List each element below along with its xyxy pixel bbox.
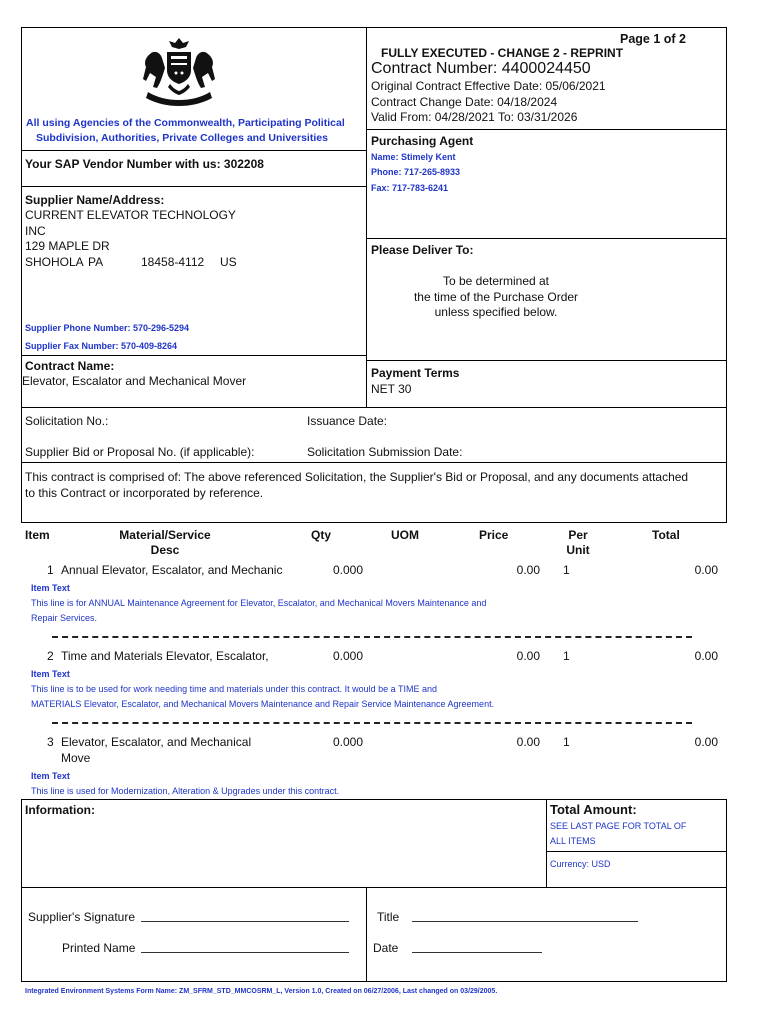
agencies-line-1: All using Agencies of the Commonwealth, Participating Political <box>26 117 345 129</box>
page-number: Page 1 of 2 <box>620 32 686 46</box>
deliver-line-2: the time of the Purchase Order <box>413 290 579 304</box>
supplier-bid-no: Supplier Bid or Proposal No. (if applicable): <box>25 445 255 459</box>
row-3-total: 0.00 <box>694 735 718 749</box>
date-line[interactable] <box>412 952 542 953</box>
rule-left-2 <box>21 186 366 187</box>
row-separator-2 <box>52 722 692 724</box>
rule-signature-top <box>21 887 727 888</box>
comprised-line-1: This contract is comprised of: The above referenced Solicitation, the Supplier's Bid or Proposal, and any documents attached <box>25 470 689 484</box>
col-per-1: Per <box>568 528 588 542</box>
frame-signature-divider <box>366 887 367 982</box>
row-1-price: 0.00 <box>516 563 540 577</box>
row-1-desc: Annual Elevator, Escalator, and Mechanic <box>61 563 283 577</box>
frame-bottom <box>21 981 727 982</box>
title-line[interactable] <box>412 921 638 922</box>
rule-left-1 <box>21 150 366 151</box>
row-2-per: 1 <box>563 649 570 663</box>
rule-left-3 <box>21 355 366 356</box>
valid-dates: Valid From: 04/28/2021 To: 03/31/2026 <box>371 110 578 124</box>
row-2-desc: Time and Materials Elevator, Escalator, <box>61 649 269 663</box>
frame-right-lower <box>726 799 727 982</box>
currency: Currency: USD <box>550 859 611 869</box>
col-material-1: Material/Service <box>119 528 211 542</box>
supplier-city: SHOHOLA <box>25 255 84 269</box>
row-2-qty: 0.000 <box>333 649 364 663</box>
col-price: Price <box>479 528 509 542</box>
col-per-2: Unit <box>566 543 590 557</box>
supplier-state: PA <box>88 255 104 269</box>
frame-totals-divider <box>546 799 547 887</box>
frame-top <box>21 27 727 28</box>
rule-right-2 <box>366 238 726 239</box>
row-separator-1 <box>52 636 692 638</box>
row-2-total: 0.00 <box>694 649 718 663</box>
total-note-2: ALL ITEMS <box>550 836 596 846</box>
row-3-desc-2: Move <box>61 751 91 765</box>
printed-name-label: Printed Name <box>62 941 136 955</box>
purchasing-agent-title: Purchasing Agent <box>371 134 474 148</box>
col-uom: UOM <box>391 528 419 542</box>
row-1-text-1: This line is for ANNUAL Maintenance Agreement for Elevator, Escalator, and Mechanical Movers Maintenance and <box>31 598 487 608</box>
supplier-country: US <box>220 255 237 269</box>
col-total: Total <box>652 528 680 542</box>
contract-name: Elevator, Escalator and Mechanical Mover <box>22 374 247 388</box>
frame-left-upper <box>21 27 22 523</box>
frame-mid-upper <box>366 27 367 407</box>
agent-name: Name: Stimely Kent <box>371 152 456 162</box>
row-1-item-text-label: Item Text <box>31 583 70 593</box>
rule-info-top <box>21 799 727 800</box>
supplier-signature-label: Supplier's Signature <box>28 910 136 924</box>
row-3-per: 1 <box>563 735 570 749</box>
row-2-text-1: This line is to be used for work needing time and materials under this contract. It would be a TIME and <box>31 684 438 694</box>
agencies-line-2: Subdivision, Authorities, Private Colleges and Universities <box>36 132 328 144</box>
comprised-line-2: to this Contract or incorporated by reference. <box>25 486 264 500</box>
row-3-text-1: This line is used for Modernization, Alteration & Upgrades under this contract. <box>31 786 340 796</box>
agent-fax: Fax: 717-783-6241 <box>371 183 449 193</box>
row-1-qty: 0.000 <box>333 563 364 577</box>
row-3-num: 3 <box>47 735 54 749</box>
total-note-1: SEE LAST PAGE FOR TOTAL OF <box>550 821 687 831</box>
contract-number: Contract Number: 4400024450 <box>371 60 591 77</box>
information-label: Information: <box>25 803 95 817</box>
rule-currency <box>546 851 726 852</box>
supplier-street: 129 MAPLE DR <box>25 239 110 253</box>
row-2-num: 2 <box>47 649 54 663</box>
row-1-total: 0.00 <box>694 563 718 577</box>
row-1-text-2: Repair Services. <box>31 613 98 623</box>
rule-table-top <box>21 522 727 523</box>
contract-name-label: Contract Name: <box>25 359 115 373</box>
frame-left-lower <box>21 799 22 982</box>
rule-right-1 <box>366 129 726 130</box>
solicitation-no: Solicitation No.: <box>25 414 109 428</box>
col-material-2: Desc <box>150 543 180 557</box>
col-qty: Qty <box>311 528 332 542</box>
supplier-fax: Supplier Fax Number: 570-409-8264 <box>25 341 178 351</box>
row-3-item-text-label: Item Text <box>31 771 70 781</box>
payment-terms-label: Payment Terms <box>371 366 460 380</box>
title-label: Title <box>377 910 400 924</box>
row-1-num: 1 <box>47 563 54 577</box>
deliver-line-3: unless specified below. <box>434 305 558 319</box>
col-item: Item <box>25 528 50 542</box>
supplier-name-line-1: CURRENT ELEVATOR TECHNOLOGY <box>25 208 236 222</box>
form-footer: Integrated Environment Systems Form Name: ZM_SFRM_STD_MMCOSRM_L, Version 1.0, Created on 06/27/2006, Last changed on 03/29/2005. <box>25 988 498 995</box>
row-3-price: 0.00 <box>516 735 540 749</box>
rule-solicitation <box>21 407 727 408</box>
payment-terms-value: NET 30 <box>371 382 412 396</box>
supplier-name-line-2: INC <box>25 224 46 238</box>
row-2-item-text-label: Item Text <box>31 669 70 679</box>
row-3-qty: 0.000 <box>333 735 364 749</box>
rule-right-3 <box>366 360 726 361</box>
supplier-label: Supplier Name/Address: <box>25 193 165 207</box>
rule-comprised <box>21 462 727 463</box>
submission-date: Solicitation Submission Date: <box>307 445 463 459</box>
row-1-per: 1 <box>563 563 570 577</box>
deliver-line-1: To be determined at <box>442 274 550 288</box>
printed-name-line[interactable] <box>141 952 349 953</box>
total-amount-label: Total Amount: <box>550 802 637 817</box>
deliver-to-title: Please Deliver To: <box>371 243 474 257</box>
supplier-signature-line[interactable] <box>141 921 349 922</box>
commonwealth-seal-icon <box>140 36 218 106</box>
issuance-date: Issuance Date: <box>307 414 388 428</box>
row-2-price: 0.00 <box>516 649 540 663</box>
original-effective-date: Original Contract Effective Date: 05/06/2021 <box>371 79 606 93</box>
supplier-zip: 18458-4112 <box>141 255 205 269</box>
date-label: Date <box>373 941 399 955</box>
sap-vendor-number: Your SAP Vendor Number with us: 302208 <box>25 157 264 171</box>
row-3-desc: Elevator, Escalator, and Mechanical <box>61 735 252 749</box>
supplier-phone: Supplier Phone Number: 570-296-5294 <box>25 323 190 333</box>
execution-status: FULLY EXECUTED - CHANGE 2 - REPRINT <box>381 46 624 60</box>
contract-change-date: Contract Change Date: 04/18/2024 <box>371 95 558 109</box>
frame-right-upper <box>726 27 727 523</box>
row-2-text-2: MATERIALS Elevator, Escalator, and Mechanical Movers Maintenance and Repair Service Maintenance Agreement. <box>31 699 495 709</box>
agent-phone: Phone: 717-265-8933 <box>371 167 461 177</box>
